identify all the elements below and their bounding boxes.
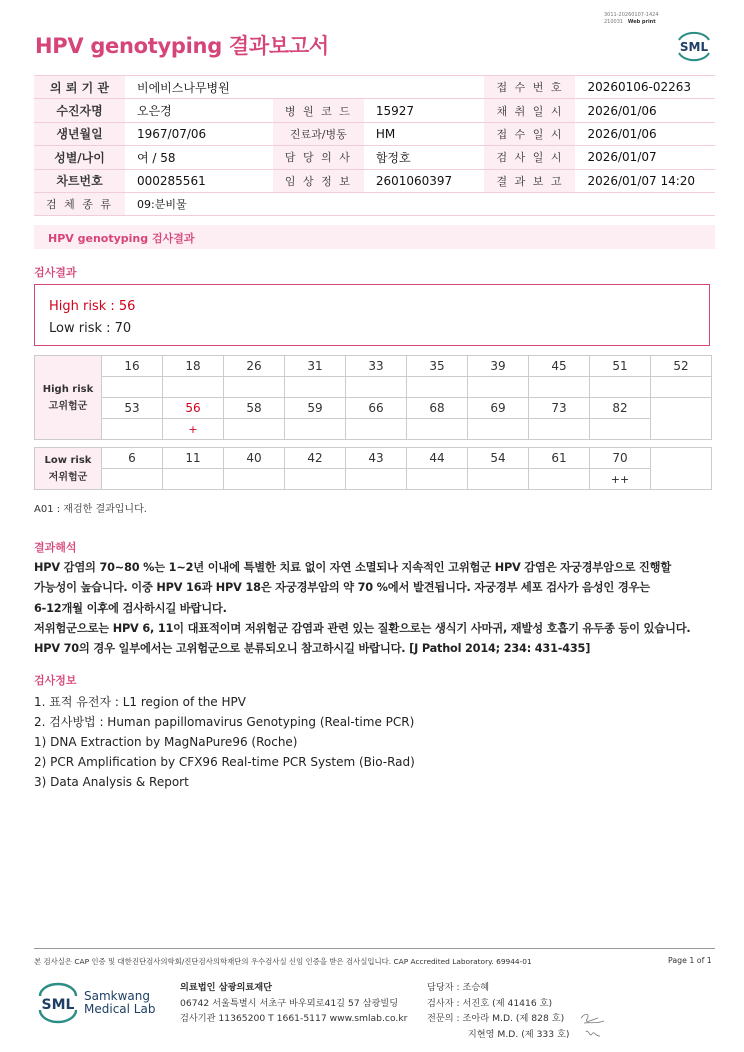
result-cell: [285, 419, 346, 440]
collection-date-label: 채 취 일 시: [484, 99, 575, 122]
result-cell: [346, 377, 407, 398]
genotype-cell: 53: [102, 398, 163, 419]
method-heading: 검사정보: [34, 674, 77, 687]
accreditation-note: 본 검사실은 CAP 인증 및 대한진단검사의학회/진단검사의학재단의 우수검사실 신임 인증을 받은 검사실입니다. CAP Accredited Laboratory. 69944-01: [34, 957, 532, 966]
genotype-cell: 42: [285, 448, 346, 469]
result-cell: [529, 377, 590, 398]
organization-info: [180, 980, 407, 1027]
genotype-cell: 18: [163, 356, 224, 377]
receipt-date-label: 접 수 일 시: [484, 122, 575, 145]
department-value: HM: [364, 122, 485, 145]
result-cell: [468, 419, 529, 440]
logo-line1: Samkwang: [84, 989, 150, 1003]
result-cell: [468, 469, 529, 490]
high-risk-grid: [34, 355, 712, 440]
test-date-label: 검 사 일 시: [484, 146, 575, 169]
genotype-cell: 35: [407, 356, 468, 377]
empty-cell: [651, 448, 712, 490]
grid-row: [35, 469, 712, 490]
genotype-cell: 45: [529, 356, 590, 377]
staff-line: 전문의 : 조아라 M.D. (제 828 호): [427, 1013, 565, 1024]
result-cell: [224, 377, 285, 398]
method-line: 1) DNA Extraction by MagNaPure96 (Roche): [34, 735, 298, 749]
result-cell-positive: +: [163, 419, 224, 440]
genotype-cell: 16: [102, 356, 163, 377]
genotype-cell: 69: [468, 398, 529, 419]
report-code-line2: 210031: [604, 19, 624, 25]
result-cell: [102, 419, 163, 440]
web-print-label: Web print: [627, 19, 656, 25]
info-row: [34, 76, 715, 99]
report-date-label: 결 과 보 고: [484, 169, 575, 192]
info-row: [34, 192, 715, 215]
patient-name-label: 수진자명: [34, 99, 125, 122]
genotype-cell-positive: 56: [163, 398, 224, 419]
genotype-cell: 40: [224, 448, 285, 469]
low-risk-grid: [34, 447, 712, 490]
physician-value: 함정호: [364, 146, 485, 169]
genotype-cell: 51: [590, 356, 651, 377]
result-cell: [529, 419, 590, 440]
method-line: 3) Data Analysis & Report: [34, 775, 189, 789]
interpretation-line: HPV 70의 경우 일부에서는 고위험군으로 분류되오니 참고하시길 바랍니다. [J Pathol 2014; 234: 431-435]: [34, 642, 591, 656]
info-row: [34, 122, 715, 145]
genotype-cell: 26: [224, 356, 285, 377]
result-cell: [163, 469, 224, 490]
result-cell: [224, 419, 285, 440]
info-row: [34, 146, 715, 169]
genotype-cell: 70: [590, 448, 651, 469]
clinical-info-value: 2601060397: [364, 169, 485, 192]
hospital-code-value: 15927: [364, 99, 485, 122]
grid-row: [35, 398, 712, 419]
genotype-cell: 54: [468, 448, 529, 469]
accession-number-label: 접 수 번 호: [484, 76, 575, 99]
section-bar-title: HPV genotyping 검사결과: [34, 225, 715, 249]
result-cell: [590, 377, 651, 398]
grid-row: [35, 377, 712, 398]
interpretation-line: 가능성이 높습니다. 이중 HPV 16과 HPV 18은 자궁경부암의 약 70 %에서 발견됩니다. 자궁경부 세포 검사가 음성인 경우는: [34, 581, 650, 595]
info-row: [34, 169, 715, 192]
specimen-type-label: 검 체 종 류: [34, 192, 125, 215]
sml-logo-text: SML: [41, 997, 75, 1013]
grid-row: [35, 448, 712, 469]
result-cell: [407, 469, 468, 490]
physician-label: 담 당 의 사: [273, 146, 364, 169]
staff-info: [427, 980, 570, 1042]
high-risk-label-ko: 고위험군: [48, 400, 88, 412]
result-cell: [163, 377, 224, 398]
genotype-cell: 61: [529, 448, 590, 469]
interpretation-line: 6-12개월 이후에 검사하시길 바랍니다.: [34, 601, 227, 615]
test-date-value: 2026/01/07: [575, 146, 715, 169]
hospital-code-label: 병 원 코 드: [273, 99, 364, 122]
result-cell-positive: ++: [590, 469, 651, 490]
page-title: HPV genotyping 결과보고서: [35, 34, 329, 58]
high-risk-label-en: High risk: [42, 383, 94, 395]
accession-number-value: 20260106-02263: [575, 76, 715, 99]
report-code: [604, 12, 659, 26]
organization-name: 의료법인 삼광의료재단: [180, 982, 272, 993]
footer-divider: [34, 948, 715, 949]
sex-age-value: 여 / 58: [125, 146, 273, 169]
page-number: Page 1 of 1: [668, 956, 712, 965]
genotype-cell: 33: [346, 356, 407, 377]
collection-date-value: 2026/01/06: [575, 99, 715, 122]
sex-age-label: 성별/나이: [34, 146, 125, 169]
specimen-type-value: 09:분비물: [125, 192, 715, 215]
result-summary-box: [34, 284, 710, 346]
result-cell: [407, 377, 468, 398]
genotype-cell: 66: [346, 398, 407, 419]
staff-line: 담당자 : 조승혜: [427, 982, 490, 993]
empty-cell: [651, 398, 712, 440]
grid-row: [35, 356, 712, 377]
staff-line: 지현영 M.D. (제 333 호): [427, 1028, 570, 1040]
organization-contact: 검사기관 11365200 T 1661-5117 www.smlab.co.kr: [180, 1013, 408, 1024]
genotype-cell: 58: [224, 398, 285, 419]
result-cell: [346, 419, 407, 440]
genotype-cell: 73: [529, 398, 590, 419]
genotype-cell: 43: [346, 448, 407, 469]
low-risk-result: Low risk : 70: [49, 321, 132, 336]
result-cell: [285, 469, 346, 490]
sml-logo-text: SML: [679, 40, 709, 54]
result-cell: [590, 419, 651, 440]
result-cell: [346, 469, 407, 490]
report-code-line1: 3011-20260107-1424: [604, 12, 659, 18]
info-row: [34, 99, 715, 122]
genotype-cell: 68: [407, 398, 468, 419]
method-line: 2) PCR Amplification by CFX96 Real-time PCR System (Bio-Rad): [34, 755, 415, 769]
patient-name-value: 오은경: [125, 99, 273, 122]
department-label: 진료과/병동: [273, 122, 364, 145]
grid-row: [35, 419, 712, 440]
interpretation-line: 저위험군으로는 HPV 6, 11이 대표적이며 저위험군 감염과 관련 있는 질환으로는 생식기 사마귀, 재발성 호흡기 유두종 등이 있습니다.: [34, 621, 691, 635]
interpretation-line: HPV 감염의 70~80 %는 1~2년 이내에 특별한 치료 없이 자연 소멸되나 지속적인 고위험군 HPV 감염은 자궁경부암으로 진행할: [34, 561, 672, 574]
result-heading: 검사결과: [34, 266, 77, 279]
staff-line: 검사자 : 서진호 (제 41416 호): [427, 997, 553, 1009]
sml-logo-icon: [36, 980, 80, 1026]
patient-info-table: [34, 75, 715, 216]
genotype-cell: 59: [285, 398, 346, 419]
low-risk-label-ko: 저위험군: [48, 471, 88, 483]
result-cell: [102, 469, 163, 490]
result-cell: [529, 469, 590, 490]
result-cell: [224, 469, 285, 490]
chart-number-label: 차트번호: [34, 169, 125, 192]
method-line: 2. 검사방법 : Human papillomavirus Genotyping (Real-time PCR): [34, 715, 415, 729]
clinical-info-label: 임 상 정 보: [273, 169, 364, 192]
birth-date-label: 생년월일: [34, 122, 125, 145]
logo-line2: Medical Lab: [84, 1002, 156, 1016]
chart-number-value: 000285561: [125, 169, 273, 192]
result-cell: [468, 377, 529, 398]
method-line: 1. 표적 유전자 : L1 region of the HPV: [34, 695, 246, 709]
method-text: [34, 692, 415, 792]
signature-icon: [578, 1010, 608, 1042]
genotype-cell: 82: [590, 398, 651, 419]
organization-address: 06742 서울특별시 서초구 바우뫼로41길 57 삼광빌딩: [180, 997, 399, 1009]
birth-date-value: 1967/07/06: [125, 122, 273, 145]
interpretation-text: [34, 558, 724, 659]
referring-institution-value: 비에비스나무병원: [125, 76, 484, 99]
genotype-cell: 6: [102, 448, 163, 469]
high-risk-grid-label: [35, 356, 102, 440]
genotype-cell: 39: [468, 356, 529, 377]
retest-note: A01 : 재검한 결과입니다.: [34, 504, 147, 515]
referring-institution-label: 의 뢰 기 관: [34, 76, 125, 99]
sml-logo-icon: [673, 26, 715, 64]
genotype-cell: 31: [285, 356, 346, 377]
result-cell: [651, 377, 712, 398]
low-risk-label-en: Low risk: [44, 454, 92, 466]
report-date-value: 2026/01/07 14:20: [575, 169, 715, 192]
receipt-date-value: 2026/01/06: [575, 122, 715, 145]
interpretation-heading: 결과해석: [34, 541, 77, 554]
genotype-cell: 11: [163, 448, 224, 469]
high-risk-result: High risk : 56: [49, 299, 136, 314]
low-risk-grid-label: [35, 448, 102, 490]
result-cell: [285, 377, 346, 398]
result-cell: [407, 419, 468, 440]
genotype-cell: 52: [651, 356, 712, 377]
result-cell: [102, 377, 163, 398]
genotype-cell: 44: [407, 448, 468, 469]
